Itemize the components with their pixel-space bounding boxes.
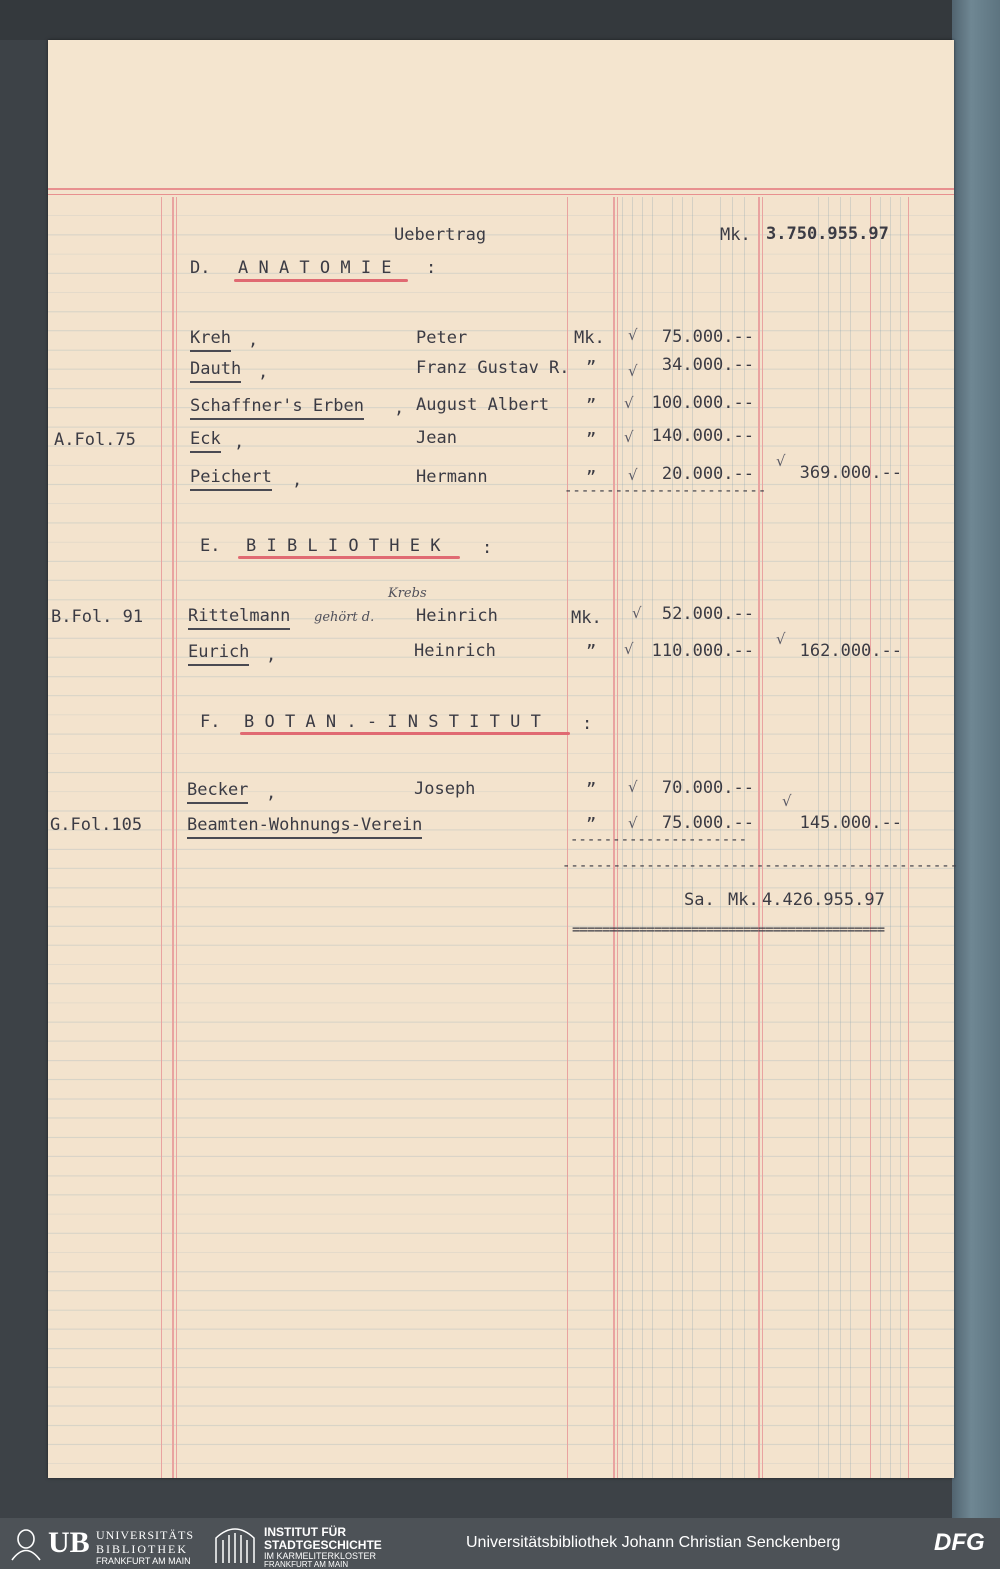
subtotal-dashes: --------------------- [570, 832, 748, 848]
isg-line4: FRANKFURT AM MAIN [264, 1560, 349, 1569]
digitization-footer [0, 1518, 1000, 1569]
entry-amount: 52.000.-- [661, 604, 754, 624]
entry-mark: Mk. [571, 608, 602, 628]
entry-surname: Dauth [190, 359, 241, 383]
entry-amount: 140.000.-- [651, 426, 754, 446]
grid-line [818, 197, 819, 1478]
grid-line [850, 197, 851, 1478]
dfg-logo: DFG [934, 1529, 985, 1556]
check-mark-icon: √ [776, 452, 786, 470]
grid-line [900, 197, 901, 1478]
entry-given-name: Peter [416, 328, 468, 348]
entry-given-name: Hermann [416, 467, 488, 487]
entry-amount: 110.000.-- [651, 641, 754, 661]
scan-background-cover [952, 0, 1000, 1518]
section-f-title: B O T A N . - I N S T I T U T [244, 712, 541, 732]
scan-background-top [0, 0, 952, 40]
entry-amount: 75.000.-- [661, 813, 754, 833]
entry-given-name: Jean [416, 428, 457, 448]
grid-line [890, 197, 891, 1478]
entry-mark: ” [586, 642, 597, 662]
carry-over-amount: 3.750.955.97 [766, 224, 889, 244]
entry-separator: , [234, 432, 245, 452]
entry-given-name: Heinrich [414, 641, 496, 661]
entry-surname: Beamten-Wohnungs-Verein [187, 815, 422, 839]
check-mark-icon: √ [624, 394, 634, 412]
column-rule [172, 197, 174, 1478]
subtotal-dashes: ------------------------ [564, 483, 767, 499]
isg-line3: IM KARMELITERKLOSTER [264, 1551, 377, 1561]
entry-given-name: Heinrich [416, 606, 498, 626]
entry-separator: , [394, 398, 405, 418]
entry-surname: Peichert [190, 467, 272, 491]
entry-amount: 100.000.-- [651, 393, 754, 413]
folio-reference: G.Fol.105 [50, 815, 143, 835]
carry-over-label: Uebertrag [394, 225, 487, 245]
section-e-colon: : [482, 538, 493, 558]
entry-mark: ” [586, 396, 597, 416]
header-red-rule-thin [48, 194, 954, 195]
entry-surname: Eurich [188, 642, 249, 666]
section-e-underline [238, 556, 460, 559]
entry-surname: Schaffner's Erben [190, 396, 364, 420]
entry-separator: , [266, 645, 277, 665]
total-dashes: ----------------------------------------------- [562, 858, 959, 874]
double-underline: ========================================== [572, 922, 885, 938]
handwritten-note: gehört d. [314, 610, 375, 625]
footer-library-name: Universitätsbibliothek Johann Christian Senckenberg [466, 1534, 841, 1551]
section-f-letter: F. [200, 712, 221, 732]
entry-separator: , [258, 362, 269, 382]
sheet-header-area [48, 40, 954, 190]
section-e-subtotal: 162.000.-- [799, 641, 902, 661]
ub-line1: UNIVERSITÄTS [96, 1528, 194, 1542]
entry-surname: Rittelmann [188, 606, 290, 630]
isg-line1: INSTITUT FÜR [264, 1525, 346, 1539]
section-e-letter: E. [200, 536, 221, 556]
entry-amount: 34.000.-- [661, 355, 754, 375]
column-rule [176, 197, 177, 1478]
folio-reference: B.Fol. 91 [51, 607, 144, 627]
entry-mark: ” [586, 358, 597, 378]
section-e-title: B I B L I O T H E K [246, 536, 441, 556]
column-rule [161, 197, 162, 1478]
entry-mark: ” [586, 430, 597, 450]
grid-line [840, 197, 841, 1478]
header-red-rule [48, 188, 954, 190]
grand-total-label: Sa. [684, 890, 715, 910]
entry-amount: 75.000.-- [661, 327, 754, 347]
section-f-colon: : [582, 714, 593, 734]
check-mark-icon: √ [782, 792, 792, 810]
section-f-underline [240, 732, 570, 735]
entry-separator: , [292, 470, 303, 490]
check-mark-icon: √ [628, 362, 638, 380]
entry-separator: , [248, 330, 259, 350]
check-mark-icon: √ [628, 778, 638, 796]
entry-surname: Eck [190, 429, 221, 453]
bust-logo-icon [8, 1527, 44, 1561]
check-mark-icon: √ [624, 428, 634, 446]
entry-amount: 70.000.-- [661, 778, 754, 798]
institute-logo-icon [214, 1526, 256, 1564]
section-d-title: A N A T O M I E [238, 258, 392, 278]
entry-mark: ” [586, 468, 597, 488]
column-rule [762, 197, 763, 1478]
check-mark-icon: √ [628, 326, 638, 344]
entry-mark: ” [586, 815, 597, 835]
entry-surname: Becker [187, 780, 248, 804]
grand-total-amount: 4.426.955.97 [762, 890, 885, 910]
handwritten-correction: Krebs [388, 586, 427, 601]
grand-total-currency: Mk. [728, 890, 759, 910]
entry-separator: , [266, 783, 277, 803]
folio-reference: A.Fol.75 [54, 430, 136, 450]
column-rule [908, 197, 909, 1478]
carry-over-currency: Mk. [720, 225, 751, 245]
entry-given-name: Joseph [414, 779, 476, 799]
section-d-underline [234, 279, 408, 282]
ub-logo-text: UB [48, 1526, 90, 1559]
ub-line2: BIBLIOTHEK [96, 1542, 188, 1556]
section-d-letter: D. [190, 258, 211, 278]
column-rule [567, 197, 568, 1478]
entry-surname: Kreh [190, 328, 231, 352]
entry-mark: Mk. [574, 328, 605, 348]
section-d-subtotal: 369.000.-- [799, 463, 902, 483]
check-mark-icon: √ [776, 630, 786, 648]
section-f-subtotal: 145.000.-- [799, 813, 902, 833]
section-d-colon: : [426, 258, 437, 278]
check-mark-icon: √ [628, 466, 638, 484]
check-mark-icon: √ [632, 604, 642, 622]
grid-line [880, 197, 881, 1478]
entry-given-name: Franz Gustav R. [416, 358, 570, 378]
entry-amount: 20.000.-- [661, 464, 754, 484]
column-rule [758, 197, 760, 1478]
ledger-sheet [48, 40, 954, 1478]
entry-mark: ” [586, 780, 597, 800]
isg-line2: STADTGESCHICHTE [264, 1538, 382, 1552]
grid-line [828, 197, 829, 1478]
check-mark-icon: √ [624, 640, 634, 658]
check-mark-icon: √ [628, 814, 638, 832]
ub-line3: FRANKFURT AM MAIN [96, 1556, 191, 1566]
entry-given-name: August Albert [416, 395, 550, 415]
column-rule [870, 197, 871, 1478]
